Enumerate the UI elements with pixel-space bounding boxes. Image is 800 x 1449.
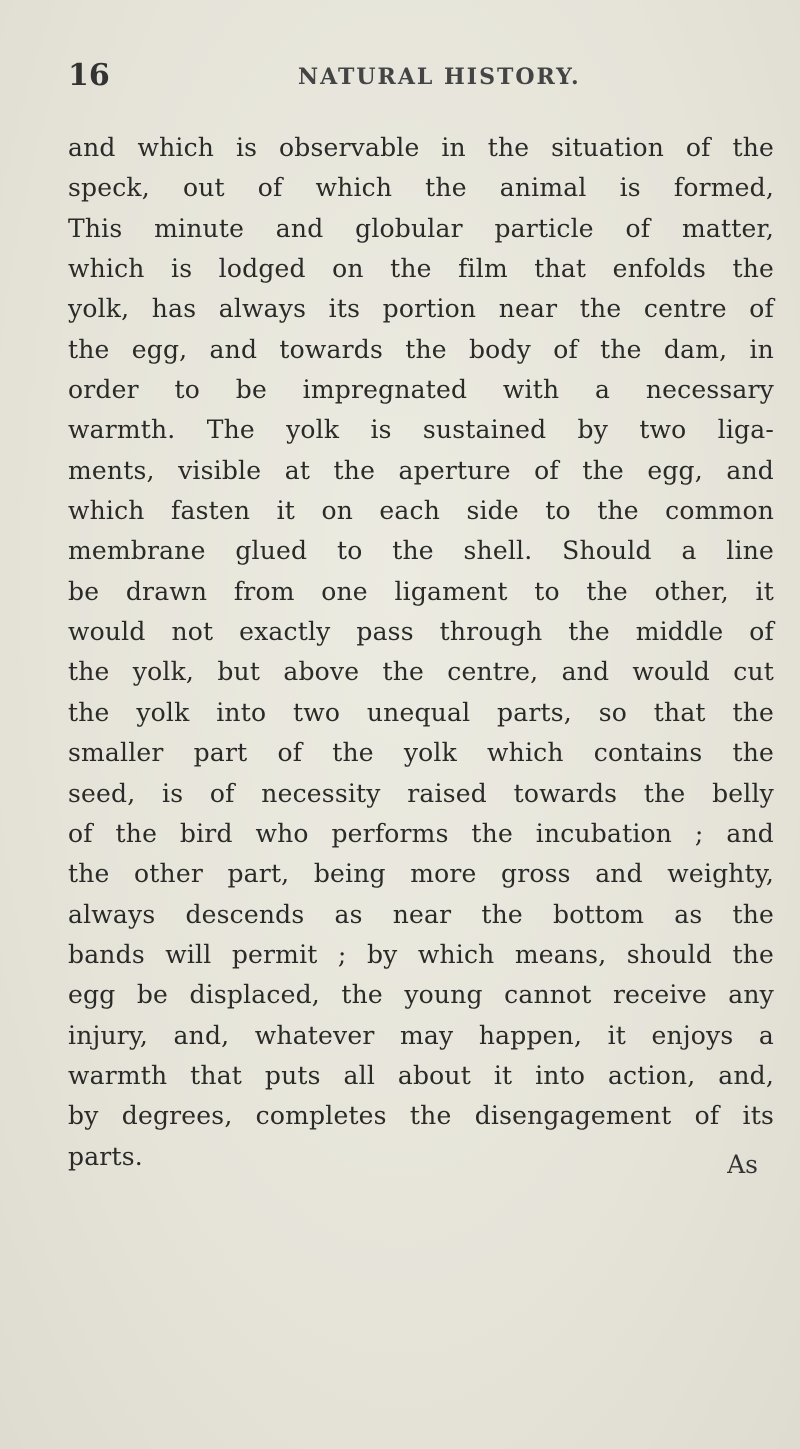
text-line: speck, out of which the animal is formed,: [68, 173, 774, 203]
catchword: As: [727, 1150, 758, 1179]
text-line: smaller part of the yolk which contains the: [68, 738, 774, 768]
text-line: parts.: [68, 1141, 143, 1171]
text-line: would not exactly pass through the middle of: [68, 617, 774, 647]
text-line: by degrees, completes the disengagement of its: [68, 1101, 774, 1131]
running-head: [68, 58, 770, 98]
text-line: the yolk, but above the centre, and would cut: [68, 657, 774, 687]
text-line: injury, and, whatever may happen, it enjoys a: [68, 1020, 774, 1050]
text-line: always descends as near the bottom as the: [68, 899, 774, 929]
text-line: and which is observable in the situation of the: [68, 133, 774, 162]
text-line: This minute and globular particle of matter,: [68, 213, 774, 243]
text-line: the egg, and towards the body of the dam, in: [68, 334, 774, 364]
text-line: which fasten it on each side to the common: [68, 496, 774, 526]
text-line: membrane glued to the shell. Should a line: [68, 536, 774, 566]
text-line: be drawn from one ligament to the other, it: [68, 576, 774, 606]
text-line: the yolk into two unequal parts, so that the: [68, 697, 774, 727]
page-number: 16: [68, 58, 110, 93]
text-line: yolk, has always its portion near the centre of: [68, 294, 774, 324]
text-line: bands will permit ; by which means, should the: [68, 939, 774, 969]
text-line: egg be displaced, the young cannot receive any: [68, 980, 774, 1010]
text-line: seed, is of necessity raised towards the belly: [68, 778, 774, 808]
running-title: NATURAL HISTORY.: [298, 64, 581, 90]
text-line: warmth that puts all about it into action, and,: [68, 1060, 774, 1090]
text-line: of the bird who performs the incubation ; and: [68, 818, 774, 848]
text-line: the other part, being more gross and weighty,: [68, 859, 774, 889]
text-line: ments, visible at the aperture of the egg, and: [68, 455, 774, 485]
text-line: warmth. The yolk is sustained by two liga-: [68, 415, 774, 445]
text-line: which is lodged on the film that enfolds the: [68, 254, 774, 284]
text-line: order to be impregnated with a necessary: [68, 375, 774, 405]
body-text: [68, 128, 774, 1177]
